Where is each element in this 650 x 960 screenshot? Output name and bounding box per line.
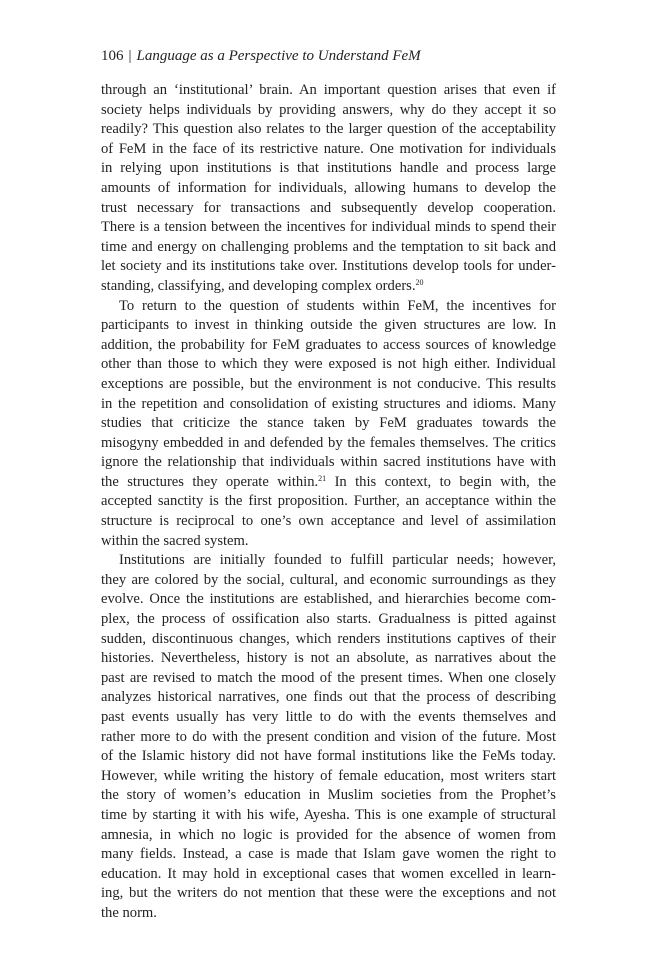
- text-line: ing, but the writers do not mention that these were the exceptions and not: [101, 885, 556, 902]
- body-text: [101, 81, 556, 924]
- text-line: analyzes historical narratives, one finds out that the process of describing: [101, 689, 556, 706]
- text-line: of the Islamic history did not have formal institutions like the FeMs today.: [101, 748, 556, 765]
- text-line: let society and its institutions take over. Institutions develop tools for under-: [101, 258, 556, 275]
- text-line: [101, 473, 556, 493]
- paragraph: [101, 551, 556, 923]
- header-separator: |: [128, 48, 132, 64]
- text-line: exceptions are possible, but the environment is not conducive. This results: [101, 375, 556, 392]
- text-line: through an ‘institutional’ brain. An important question arises that even if: [101, 82, 556, 98]
- line-text: standing, classifying, and developing complex orders.: [101, 277, 416, 294]
- running-head: [101, 47, 421, 65]
- text-line: other than those to which they were exposed is not high either. Individual: [101, 356, 556, 373]
- text-line: To return to the question of students within FeM, the incentives for: [119, 297, 556, 314]
- text-line: addition, the probability for FeM graduates to access sources of knowledge: [101, 336, 556, 353]
- text-line: many fields. Instead, a case is made that Islam gave women the right to: [101, 846, 556, 863]
- text-line: of FeM in the face of its restrictive nature. One motivation for individuals: [101, 140, 556, 157]
- text-line: amounts of information for individuals, allowing humans to develop the: [101, 179, 556, 196]
- line-text: the structures they operate within.: [101, 473, 319, 490]
- text-line: society helps individuals by providing answers, why do they accept it so: [101, 101, 556, 118]
- text-line: past events usually has very little to do with the events themselves and: [101, 709, 556, 725]
- footnote-marker: 20: [415, 277, 424, 287]
- text-line: education. It may hold in exceptional cases that women excelled in learn-: [101, 865, 556, 882]
- text-line: time by starting it with his wife, Ayesha. This is one example of structural: [101, 806, 556, 823]
- text-line: accepted sanctity is the first proposition. Further, an acceptance within the: [101, 493, 556, 510]
- paragraph: [101, 81, 556, 297]
- text-line: structure is reciprocal to one’s own acceptance and level of assimilation: [101, 513, 556, 530]
- text-line: time and energy on challenging problems and the temptation to sit back and: [101, 238, 556, 255]
- paragraph: [101, 297, 556, 552]
- text-line: histories. Nevertheless, history is not an absolute, as narratives about the: [101, 650, 556, 667]
- text-line: the norm.: [101, 904, 157, 921]
- running-title: Language as a Perspective to Understand FeM: [136, 48, 421, 64]
- text-line: within the sacred system.: [101, 532, 249, 549]
- text-line: [101, 277, 556, 297]
- text-line: evolve. Once the institutions are established, and hierarchies become com-: [101, 591, 556, 608]
- text-line: participants to invest in thinking outside the given structures are low. In: [101, 317, 556, 334]
- text-line: in the repetition and consolidation of existing structures and idioms. Many: [101, 395, 556, 412]
- text-line: studies that criticize the stance taken by FeM graduates towards the: [101, 415, 556, 432]
- text-line: Institutions are initially founded to fulfill particular needs; however,: [119, 552, 556, 569]
- text-line: However, while writing the history of female education, most writers start: [101, 767, 556, 784]
- footnote-marker: 21: [318, 473, 327, 483]
- text-line: they are colored by the social, cultural, and economic surroundings as they: [101, 571, 556, 588]
- text-line: rather more to do with the present condition and vision of the future. Most: [101, 728, 556, 745]
- page-number: 106: [101, 48, 124, 64]
- text-line: plex, the process of ossification also starts. Gradualness is pitted against: [101, 611, 556, 628]
- text-line: There is a tension between the incentives for individual minds to spend their: [101, 219, 556, 236]
- text-line: past are revised to match the mood of the present times. When one closely: [101, 669, 556, 686]
- text-line: amnesia, in which no logic is provided for the absence of women from: [101, 826, 556, 843]
- line-text-continued: In this context, to begin with, the: [326, 473, 556, 490]
- text-line: in relying upon institutions is that institutions handle and process large: [101, 160, 556, 177]
- text-line: ignore the relationship that individuals within sacred institutions have with: [101, 454, 556, 471]
- text-line: readily? This question also relates to the larger question of the acceptability: [101, 121, 556, 138]
- text-line: sudden, discontinuous changes, which renders institutions captives of their: [101, 630, 556, 647]
- text-line: trust necessary for transactions and subsequently develop cooperation.: [101, 199, 556, 216]
- text-line: the story of women’s education in Muslim societies from the Prophet’s: [101, 787, 556, 804]
- text-line: misogyny embedded in and defended by the females themselves. The critics: [101, 434, 556, 451]
